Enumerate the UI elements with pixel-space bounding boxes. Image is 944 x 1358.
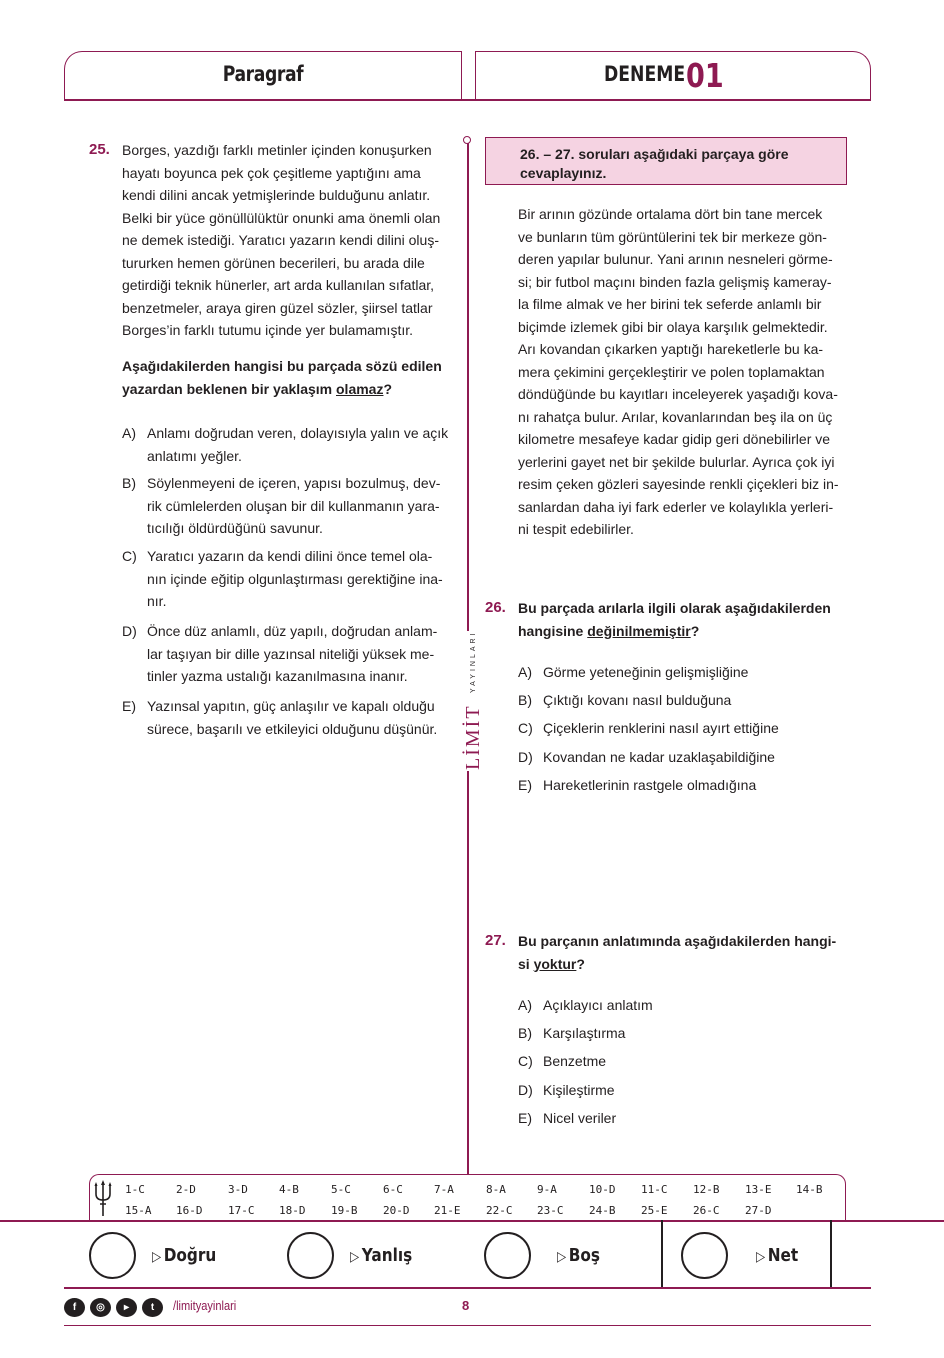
passage-line: ni tespit edebilirler. [518,521,634,537]
option-line: Anlamı doğrudan veren, dolayısıyla yalın ve açık [147,425,449,441]
question-27-stem [518,930,858,975]
option-text: Kovandan ne kadar uzaklaşabildiğine [543,748,775,765]
answer-key-cell: 20-D [383,1204,410,1217]
option-text [147,422,452,467]
option-b[interactable] [518,689,848,712]
option-line: tinler yazma ustalığı kazanılmasına inanır. [147,668,408,684]
option-a[interactable] [518,994,848,1017]
option-letter: D) [518,748,533,765]
option-text [147,472,452,540]
reading-passage [518,203,848,541]
exam-number: 01 [686,56,724,95]
paragraph-line: hayatı boyunca pek çok çeşitleme yaptığını ama [122,164,421,181]
answer-key-cell: 27-D [745,1204,772,1217]
answer-key-cell: 1-C [125,1183,145,1196]
passage-line: la filme almak ve her birini tek seferde anlamlı bir [518,296,822,312]
option-letter: B) [122,475,136,491]
instruction-line: 26. – 27. soruları aşağıdaki parçaya göre [520,146,789,162]
stem-emphasis: yoktur [533,955,577,972]
answer-key-cell: 5-C [331,1183,351,1196]
passage-line: deren yapılar bulunur. Yani arının nesneleri görme- [518,251,833,267]
question-number: 26. [485,599,506,616]
stem-line [518,953,858,976]
answer-key-cell: 3-D [228,1183,248,1196]
answer-key-cell: 10-D [589,1183,616,1196]
passage-line: sanlardan daha iyi fark ederler ve kolaylıkla yerleri- [518,498,834,515]
option-b[interactable] [122,472,452,540]
answer-key-cell: 16-D [176,1204,203,1217]
option-line: lar taşıyan bir dille yazınsal niteliği yüksek me- [147,645,435,662]
passage-line: biçimde izlemek gibi bir olaya karşılık gelmektedir. [518,318,828,335]
score-divider [830,1220,832,1288]
stem-emphasis: olamaz [336,380,384,397]
option-line: tıcılığı öldürdüğünü savunur. [147,520,323,536]
option-e[interactable] [122,695,452,740]
empty-label [557,1245,600,1266]
option-letter: C) [122,548,137,564]
option-text: Çiçeklerin renklerini nasıl ayırt ettiğine [543,720,779,737]
option-line: nır. [147,593,167,609]
option-line: Söylenmeyeni de içeren, yapısı bozulmuş, dev- [147,475,441,491]
passage-line: resim çeken gözleri sayesinde renkli çiçekleri biz in- [518,476,839,492]
paragraph-line: tururken hemen görünen becerileri, bu arada dile [122,254,425,271]
answer-key-cell: 15-A [125,1204,152,1217]
passage-line: döndüğünde bu kayıtları inceleyerek yaşadığı kova- [518,386,838,402]
passage-line: mera çekimini gerçekleştirir ve polen toplamaktan [518,363,825,380]
stem-line [122,378,462,401]
option-e[interactable] [518,774,848,797]
social-handle[interactable]: /limityayinlari [173,1298,237,1313]
paragraph-line: getirdiği teknik hünerler, art arda kullanılan sıfatlar, [122,277,435,293]
answer-key-rule [0,1220,944,1222]
answer-key-cell: 23-C [537,1204,564,1217]
option-line: nın içinde eğitip olgunlaştırması gerektiğine ina- [147,570,443,587]
answer-key-cell: 7-A [434,1183,454,1196]
option-text: Kişileştirme [543,1081,615,1098]
option-letter: A) [518,664,532,680]
option-e[interactable] [518,1107,848,1130]
score-label-text: Yanlış [361,1245,413,1266]
answer-key-box [89,1174,846,1220]
footer-rule [64,1325,871,1326]
net-count-circle[interactable] [681,1232,728,1279]
option-a[interactable] [518,661,848,684]
question-25-paragraph [122,139,452,342]
option-text: Benzetme [543,1053,607,1070]
score-divider [661,1220,663,1288]
answer-key-cell: 26-C [693,1204,720,1217]
option-text: Çıktığı kovanı nasıl bulduğuna [543,692,732,709]
brand-sub: YAYINLARI [470,630,477,693]
triangle-icon: ▷ [350,1249,360,1265]
option-text: Karşılaştırma [543,1025,626,1042]
header-rule [64,99,871,101]
question-25-stem [122,355,462,400]
answer-key-cell: 6-C [383,1183,403,1196]
option-letter: C) [518,1053,533,1070]
trident-icon [93,1178,113,1218]
option-line: rik cümlelerden oluşan bir dil kullanmanın yara- [147,497,440,514]
answer-key-cell: 17-C [228,1204,255,1217]
stem-text: si [518,955,534,972]
paragraph-line: benzetmeler, araya giren güzel sözler, şiirsel tatlar [122,299,433,316]
option-line: Yazınsal yapıtın, güç anlaşılır ve kapalı olduğu [147,698,435,714]
stem-emphasis: değinilmemiştir [587,622,691,639]
stem-line: Bu parçada arılarla ilgili olarak aşağıdakilerden [518,600,831,616]
answer-key-cell: 4-B [279,1183,299,1196]
option-text [147,695,452,740]
divider-dot [463,136,471,144]
wrong-label [350,1245,412,1266]
brand-logo: LİMİT [462,704,484,770]
answer-key-cell: 9-A [537,1183,557,1196]
passage-line: ve bunların tüm görüntülerini tek bir merkeze gön- [518,228,827,245]
exam-label: DENEME [604,62,686,86]
option-line: Yaratıcı yazarın da kendi dilini önce temel ola- [147,548,433,564]
paragraph-line: Borges’in farklı tutumu içinde yer bulamamıştır. [122,322,414,338]
option-text [147,620,452,688]
option-letter: E) [518,1109,532,1126]
section-title: Paragraf [222,62,304,86]
score-label-text: Net [767,1245,799,1266]
stem-text: ? [383,380,393,397]
option-d[interactable] [518,1079,848,1102]
answer-key-cell: 24-B [589,1204,616,1217]
stem-text: yazardan beklenen bir yaklaşım [122,380,336,397]
stem-line [518,620,858,643]
wrong-count-circle[interactable] [287,1232,334,1279]
option-letter: A) [122,425,136,441]
passage-line: Bir arının gözünde ortalama dört bin tane mercek [518,206,823,222]
option-a[interactable] [122,422,452,467]
option-letter: B) [518,692,532,709]
passage-line: si; bir futbol maçını binden fazla gelişmiş kameray- [518,273,832,290]
option-text: Hareketlerinin rastgele olmadığına [543,776,757,793]
correct-label [152,1245,216,1266]
option-line: Önce düz anlamlı, düz yapılı, doğrudan anlam- [147,623,438,639]
answer-key-cell: 22-C [486,1204,513,1217]
option-text [147,545,452,613]
option-b[interactable] [518,1022,848,1045]
answer-key-cell: 14-B [796,1183,823,1196]
answer-key-cell: 18-D [279,1204,306,1217]
paragraph-line: Belki bir yüce gönüllülüktür onunki ama önemli olan [122,209,441,226]
empty-count-circle[interactable] [484,1232,531,1279]
answer-key-cell: 11-C [641,1183,668,1196]
stem-text: ? [576,955,585,972]
triangle-icon: ▷ [756,1249,766,1265]
option-text: Görme yeteneğinin gelişmişliğine [543,664,749,680]
stem-line: Aşağıdakilerden hangisi bu parçada sözü edilen [122,358,442,374]
triangle-icon: ▷ [152,1249,162,1265]
score-label-text: Boş [568,1245,601,1266]
option-letter: D) [122,623,137,639]
passage-line: Arı kovandan çıkarken yaptığı hareketlerle bu ka- [518,341,824,357]
option-text: Nicel veriler [543,1109,617,1126]
option-c[interactable] [122,545,452,613]
page-number: 8 [462,1298,470,1313]
option-line: sürece, başarılı ve etkileyici olduğunu düşünür. [147,720,438,737]
stem-text: hangisine [518,622,588,639]
answer-key-cell: 2-D [176,1183,196,1196]
answer-key-cell: 13-E [745,1183,772,1196]
score-rule [64,1287,871,1289]
question-26-stem [518,597,858,642]
option-c[interactable] [518,1050,848,1073]
question-number: 25. [89,141,110,158]
option-letter: E) [122,698,136,714]
option-c[interactable] [518,717,848,740]
paragraph-line: ne demek istediği. Yaratıcı yazarın kendi dilini oluş- [122,232,439,248]
net-label [756,1245,798,1266]
passage-line: kilometre mesafeye kadar gidip geri dönebilirler ve [518,431,831,447]
stem-line: Bu parçanın anlatımında aşağıdakilerden hangi- [518,933,837,949]
passage-instruction-box [485,137,847,185]
option-letter: B) [518,1025,532,1042]
answer-key-cell: 8-A [486,1183,506,1196]
stem-text: ? [690,622,700,639]
option-d[interactable] [518,746,848,769]
twitter-icon[interactable]: t [142,1298,163,1317]
triangle-icon: ▷ [557,1249,567,1265]
passage-line: yerlerini gayet net bir şekilde bulurlar. Ayrıca çok iyi [518,453,835,470]
option-text: Açıklayıcı anlatım [543,997,653,1013]
passage-line: nı rahatça bulur. Arılar, kovanlarından beş ila on üç [518,408,833,425]
instagram-icon[interactable]: ◎ [90,1298,111,1317]
facebook-icon[interactable]: f [64,1298,85,1317]
answer-key-cell: 25-E [641,1204,668,1217]
question-number: 27. [485,932,506,949]
correct-count-circle[interactable] [89,1232,136,1279]
answer-key-cell: 12-B [693,1183,720,1196]
score-label-text: Doğru [163,1245,217,1266]
instruction-line: cevaplayınız. [520,165,607,181]
answer-key-cell: 19-B [331,1204,358,1217]
option-letter: A) [518,997,532,1013]
option-line: anlatımı yeğler. [147,447,242,464]
youtube-icon[interactable]: ▸ [116,1298,137,1317]
option-letter: C) [518,720,533,737]
answer-key-cell: 21-E [434,1204,461,1217]
paragraph-line: kendi dilini ancak yetmişlerinde bulduğunu anlatır. [122,187,431,203]
option-letter: E) [518,776,532,793]
option-letter: D) [518,1081,533,1098]
option-d[interactable] [122,620,452,688]
paragraph-line: Borges, yazdığı farklı metinler içinden konuşurken [122,142,432,158]
